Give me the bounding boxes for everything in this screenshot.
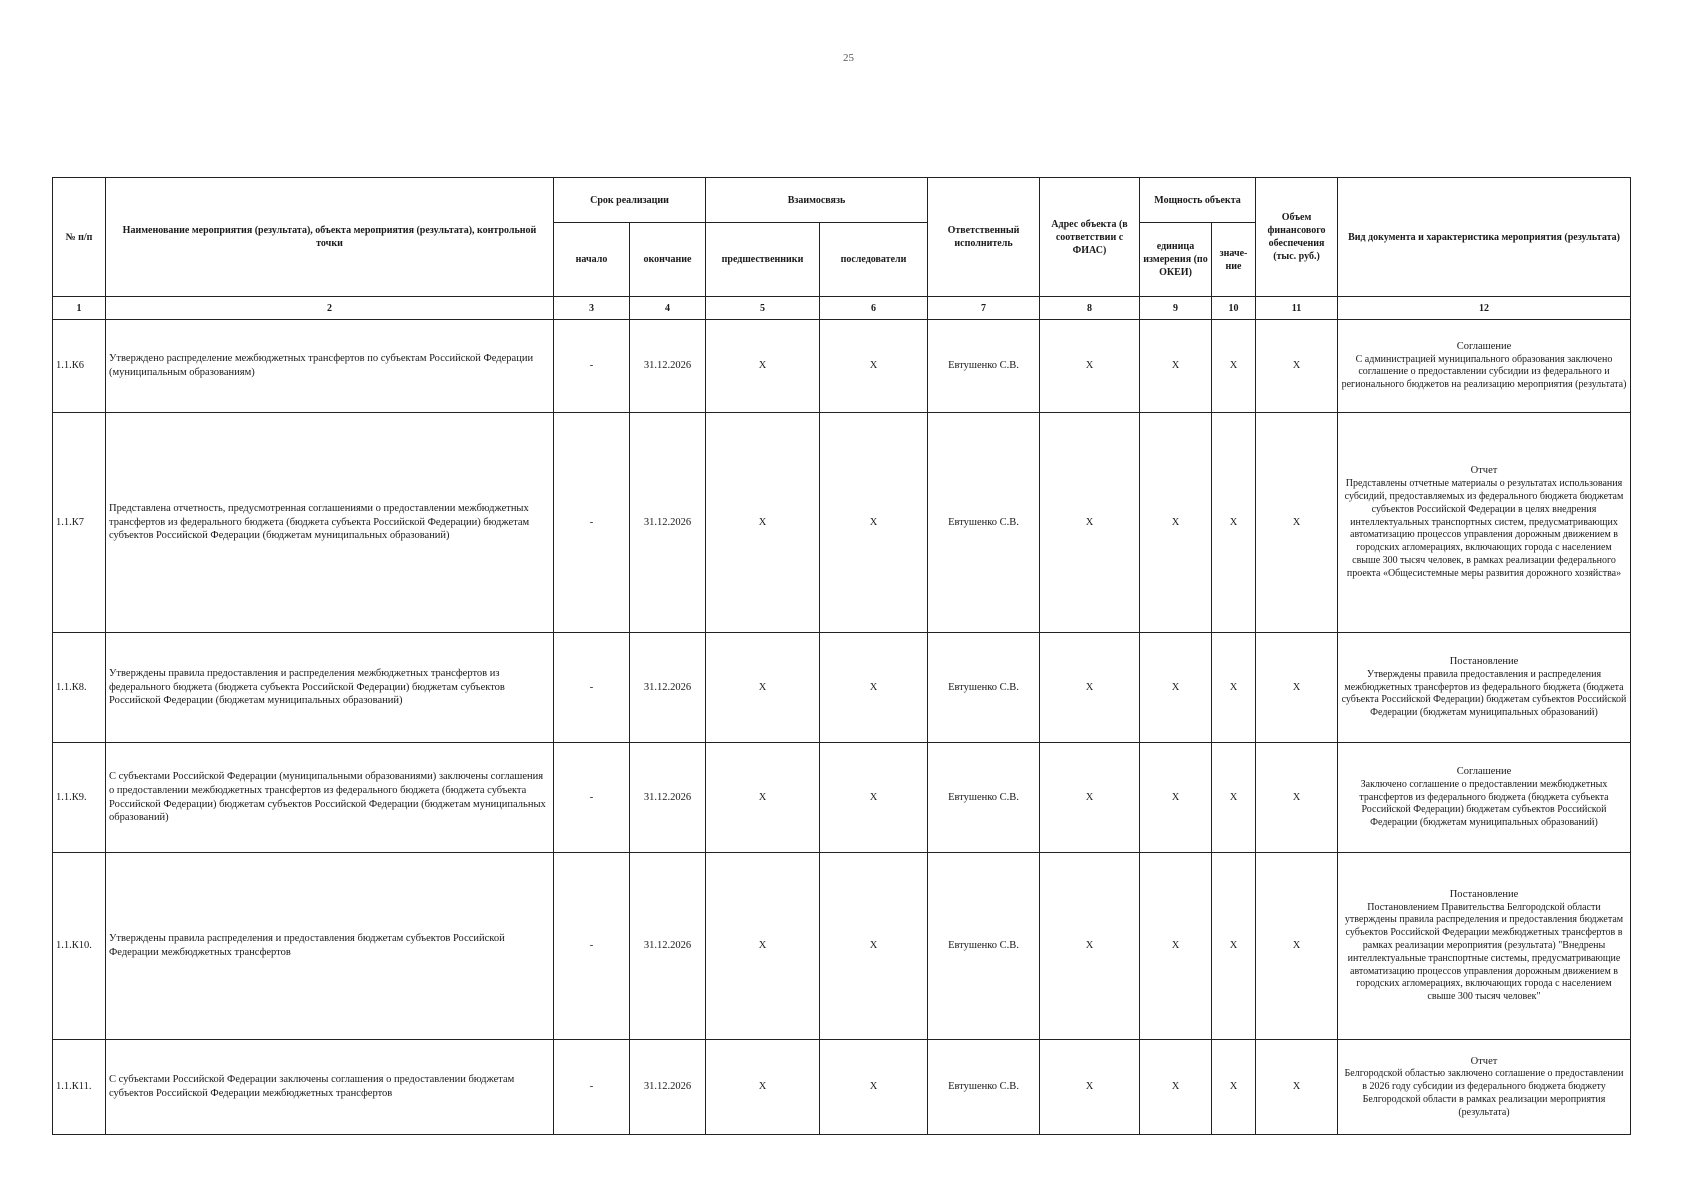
table-row — [53, 853, 1631, 1040]
column-number: 2 — [106, 297, 554, 320]
column-number: 11 — [1256, 297, 1338, 320]
row-end: 31.12.2026 — [630, 853, 706, 1040]
row-name: С субъектами Российской Федерации заключены соглашения о предоставлении бюджетам субъектов Российской Федерации межбюджетных трансфертов — [106, 1040, 554, 1135]
row-number: 1.1.К8. — [53, 633, 106, 743]
row-number: 1.1.К11. — [53, 1040, 106, 1135]
row-document — [1338, 743, 1631, 853]
row-end: 31.12.2026 — [630, 633, 706, 743]
row-volume: Х — [1256, 413, 1338, 633]
row-end: 31.12.2026 — [630, 1040, 706, 1135]
column-numbers-row — [53, 297, 1631, 320]
column-number: 1 — [53, 297, 106, 320]
row-executor: Евтушенко С.В. — [928, 320, 1040, 413]
header-value: значе-ние — [1212, 223, 1256, 297]
row-successors: Х — [820, 1040, 928, 1135]
row-predecessors: Х — [706, 320, 820, 413]
document-type: Отчет — [1470, 1055, 1498, 1067]
document-type: Постановление — [1449, 888, 1519, 900]
header-period: Срок реализации — [554, 178, 706, 223]
row-document — [1338, 320, 1631, 413]
row-successors: Х — [820, 743, 928, 853]
row-name: Утверждены правила предоставления и распределения межбюджетных трансфертов из федерального бюджета (бюджета субъекта Российской Федерации) бюджетам субъектов Российской Федерации (бюджетам муниципальных образований) — [106, 633, 554, 743]
row-document — [1338, 1040, 1631, 1135]
row-predecessors: Х — [706, 1040, 820, 1135]
row-volume: Х — [1256, 320, 1338, 413]
row-value: Х — [1212, 1040, 1256, 1135]
row-unit: Х — [1140, 320, 1212, 413]
row-value: Х — [1212, 320, 1256, 413]
row-successors: Х — [820, 633, 928, 743]
row-address: Х — [1040, 853, 1140, 1040]
header-unit: единица измерения (по ОКЕИ) — [1140, 223, 1212, 297]
row-value: Х — [1212, 743, 1256, 853]
row-start: - — [554, 320, 630, 413]
row-start: - — [554, 853, 630, 1040]
row-executor: Евтушенко С.В. — [928, 633, 1040, 743]
row-start: - — [554, 1040, 630, 1135]
row-name: Утверждены правила распределения и предоставления бюджетам субъектов Российской Федерации межбюджетных трансфертов — [106, 853, 554, 1040]
row-number: 1.1.К9. — [53, 743, 106, 853]
row-start: - — [554, 633, 630, 743]
row-executor: Евтушенко С.В. — [928, 743, 1040, 853]
row-address: Х — [1040, 413, 1140, 633]
document-description: Заключено соглашение о предоставлении межбюджетных трансфертов из федерального бюджета (бюджета субъекта Российской Федерации) бюджетам субъектов Российской Федерации (бюджетам муниципальных образований) — [1359, 778, 1609, 829]
row-start: - — [554, 743, 630, 853]
row-volume: Х — [1256, 1040, 1338, 1135]
row-predecessors: Х — [706, 743, 820, 853]
document-description: Постановлением Правительства Белгородской области утверждены правила распределения и предоставления бюджетам субъектов Российской Федерации межбюджетных трансфертов в рамках реализации мероприятия (результата) "Внедрены интеллектуальные транспортные системы, предусматривающие автоматизацию процессов управления дорожным движением в городских агломерациях, включающих города с населением свыше 300 тысяч человек" — [1344, 901, 1624, 1003]
header-name: Наименование мероприятия (результата), объекта мероприятия (результата), контрольной точки — [106, 178, 554, 297]
row-executor: Евтушенко С.В. — [928, 853, 1040, 1040]
table-row — [53, 413, 1631, 633]
column-number: 5 — [706, 297, 820, 320]
row-volume: Х — [1256, 743, 1338, 853]
implementation-plan-table — [52, 177, 1631, 1135]
header-num: № п/п — [53, 178, 106, 297]
header-relations: Взаимосвязь — [706, 178, 928, 223]
header-volume: Объем финансового обеспечения (тыс. руб.) — [1256, 178, 1338, 297]
header-period-end: окончание — [630, 223, 706, 297]
row-executor: Евтушенко С.В. — [928, 413, 1040, 633]
row-name: С субъектами Российской Федерации (муниципальными образованиями) заключены соглашения о предоставлении межбюджетных трансфертов из федерального бюджета (бюджета субъекта Российской Федерации) бюджетам субъектов Российской Федерации (бюджетам муниципальных образований) — [106, 743, 554, 853]
row-end: 31.12.2026 — [630, 743, 706, 853]
column-number: 6 — [820, 297, 928, 320]
row-document — [1338, 633, 1631, 743]
table-row — [53, 1040, 1631, 1135]
row-unit: Х — [1140, 853, 1212, 1040]
row-address: Х — [1040, 320, 1140, 413]
column-number: 8 — [1040, 297, 1140, 320]
header-period-start: начало — [554, 223, 630, 297]
row-unit: Х — [1140, 413, 1212, 633]
header-predecessors: предшественники — [706, 223, 820, 297]
row-value: Х — [1212, 853, 1256, 1040]
document-description: Утверждены правила предоставления и распределения межбюджетных трансфертов из федерального бюджета (бюджета субъекта Российской Федерации) бюджетам субъектов Российской Федерации (бюджетам муниципальных образований) — [1341, 668, 1627, 719]
document-type: Соглашение — [1456, 340, 1512, 352]
row-value: Х — [1212, 633, 1256, 743]
document-description: Представлены отчетные материалы о результатах использования субсидий, предоставляемых из федерального бюджета бюджетам субъектов Российской Федерации в целях внедрения интеллектуальных транспортных систем, предусматривающих автоматизацию процессов управления дорожным движением в городских агломерациях, включающих города с населением свыше 300 тысяч человек, в рамках реализации федерального проекта «Общесистемные меры развития дорожного хозяйства» — [1344, 478, 1624, 579]
row-address: Х — [1040, 743, 1140, 853]
table-row — [53, 320, 1631, 413]
row-volume: Х — [1256, 853, 1338, 1040]
row-predecessors: Х — [706, 853, 820, 1040]
row-unit: Х — [1140, 743, 1212, 853]
row-name: Представлена отчетность, предусмотренная соглашениями о предоставлении межбюджетных трансфертов из федерального бюджета (бюджета субъекта Российской Федерации) бюджетам субъектов Российской Федерации (бюджетам муниципальных образований) — [106, 413, 554, 633]
row-number: 1.1.К6 — [53, 320, 106, 413]
row-value: Х — [1212, 413, 1256, 633]
header-document: Вид документа и характеристика мероприятия (результата) — [1338, 178, 1631, 297]
table-row — [53, 633, 1631, 743]
table-row — [53, 743, 1631, 853]
document-type: Постановление — [1449, 656, 1519, 668]
row-address: Х — [1040, 633, 1140, 743]
header-successors: последователи — [820, 223, 928, 297]
row-volume: Х — [1256, 633, 1338, 743]
row-predecessors: Х — [706, 413, 820, 633]
document-type: Соглашение — [1456, 766, 1512, 778]
document-description: Белгородской областью заключено соглашение о предоставлении в 2026 году субсидии из федерального бюджета бюджету Белгородской области в рамках реализации мероприятия (результата) — [1344, 1068, 1624, 1118]
column-number: 10 — [1212, 297, 1256, 320]
row-name: Утверждено распределение межбюджетных трансфертов по субъектам Российской Федерации (муниципальным образованиям) — [106, 320, 554, 413]
row-number: 1.1.К10. — [53, 853, 106, 1040]
column-number: 9 — [1140, 297, 1212, 320]
header-capacity: Мощность объекта — [1140, 178, 1256, 223]
page-number: 25 — [843, 52, 854, 64]
row-predecessors: Х — [706, 633, 820, 743]
document-type: Отчет — [1470, 465, 1498, 477]
row-start: - — [554, 413, 630, 633]
row-successors: Х — [820, 853, 928, 1040]
header-address: Адрес объекта (в соответствии с ФИАС) — [1040, 178, 1140, 297]
row-unit: Х — [1140, 1040, 1212, 1135]
column-number: 7 — [928, 297, 1040, 320]
row-successors: Х — [820, 320, 928, 413]
row-number: 1.1.К7 — [53, 413, 106, 633]
column-number: 12 — [1338, 297, 1631, 320]
row-unit: Х — [1140, 633, 1212, 743]
row-executor: Евтушенко С.В. — [928, 1040, 1040, 1135]
row-document — [1338, 853, 1631, 1040]
row-end: 31.12.2026 — [630, 320, 706, 413]
column-number: 4 — [630, 297, 706, 320]
row-successors: Х — [820, 413, 928, 633]
document-description: С администрацией муниципального образования заключено соглашение о предоставлении субсидии из федерального и регионального бюджетов на реализацию мероприятия (результата) — [1341, 353, 1627, 391]
column-number: 3 — [554, 297, 630, 320]
row-end: 31.12.2026 — [630, 413, 706, 633]
row-address: Х — [1040, 1040, 1140, 1135]
row-document — [1338, 413, 1631, 633]
header-executor: Ответственный исполнитель — [928, 178, 1040, 297]
